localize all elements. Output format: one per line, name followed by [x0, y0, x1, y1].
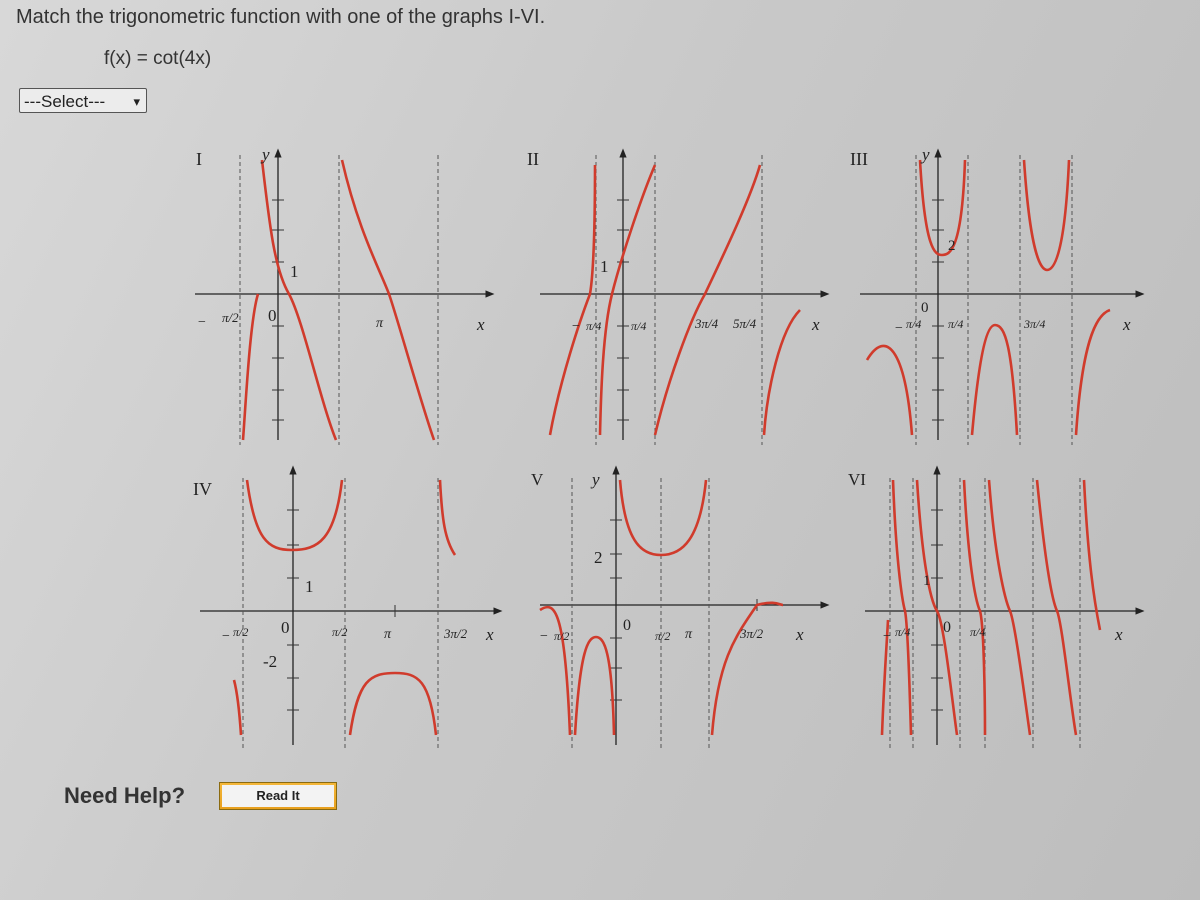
tick-label: 2	[594, 548, 603, 567]
graph-I[interactable]	[195, 145, 490, 445]
axis-label: x	[486, 625, 494, 644]
tick-label: π/2	[554, 629, 570, 643]
tick-label: π/4	[895, 625, 911, 639]
graph-VI[interactable]	[848, 470, 1140, 750]
graph-label: V	[531, 470, 544, 489]
curve-branch	[550, 165, 595, 435]
curve-branch	[575, 637, 614, 735]
y-ticks	[287, 510, 395, 710]
asymptotes	[572, 478, 709, 750]
curve-branch	[620, 480, 706, 555]
need-help-label: Need Help?	[64, 783, 186, 808]
asymptotes	[243, 478, 438, 750]
tick-label: −	[572, 319, 580, 334]
tick-label: 1	[290, 262, 299, 281]
tick-label: 0	[281, 618, 290, 637]
tick-label: 0	[268, 306, 277, 325]
tick-label: 0	[921, 300, 929, 316]
axis-label: y	[262, 145, 270, 164]
curve-branch	[1037, 480, 1076, 735]
tick-label: 1	[305, 577, 314, 596]
curve-branch	[867, 346, 912, 435]
tick-label: −	[895, 321, 903, 336]
curve-branch	[247, 480, 342, 550]
graph-III[interactable]	[850, 145, 1140, 445]
tick-label: 1	[923, 573, 931, 589]
curve-branch	[893, 480, 911, 735]
asymptotes	[240, 155, 438, 445]
tick-label: π/2	[332, 625, 348, 639]
tick-label: 1	[600, 257, 609, 276]
curve-branch	[920, 160, 965, 255]
graph-label: I	[196, 149, 202, 169]
curve-branch	[655, 165, 760, 435]
axis-label: y	[922, 145, 930, 164]
tick-label: 3π/2	[740, 626, 764, 641]
tick-label: −	[883, 629, 891, 644]
tick-label: π/4	[970, 625, 986, 639]
axis-label: x	[477, 315, 485, 334]
tick-label: π/4	[631, 319, 647, 333]
curve-branch	[989, 480, 1030, 735]
function-equation: = cot(4x)	[136, 48, 212, 69]
answer-select-value: ---Select---	[24, 92, 106, 111]
asymptotes	[596, 155, 762, 445]
tick-label: π/4	[906, 317, 922, 331]
tick-label: 5π/4	[733, 316, 757, 331]
tick-label: π/2	[222, 310, 239, 325]
function-name: f(x)	[104, 48, 132, 69]
read-it-label: Read It	[222, 785, 334, 807]
curve-branch	[243, 294, 258, 440]
tick-label: 2	[948, 238, 956, 254]
curve-branch	[262, 160, 336, 440]
tick-label: 3π/4	[1024, 317, 1046, 331]
tick-label: π/2	[233, 625, 249, 639]
tick-label: -2	[263, 652, 278, 671]
read-it-button[interactable]	[219, 782, 337, 810]
axis-label: y	[592, 470, 600, 489]
curve-branch	[342, 160, 434, 440]
curve-branch	[350, 673, 436, 735]
tick-label: π	[685, 627, 693, 642]
graph-II[interactable]	[527, 149, 825, 445]
tick-label: π/2	[655, 629, 671, 643]
curve-branch	[972, 325, 1017, 435]
tick-label: 0	[943, 619, 951, 636]
graph-label: VI	[848, 470, 866, 489]
axis-label: x	[1115, 625, 1123, 644]
curve-branch	[440, 480, 455, 555]
curve-branch	[764, 310, 800, 435]
axis-label: x	[812, 315, 820, 334]
curve-branch	[1024, 160, 1069, 270]
tick-label: −	[198, 315, 206, 330]
curve-branch	[600, 165, 655, 435]
curve	[243, 160, 434, 440]
curve-branch	[234, 680, 241, 735]
graph-V[interactable]	[531, 470, 825, 750]
graph-IV[interactable]	[193, 470, 498, 750]
curve	[882, 480, 1100, 735]
tick-label: −	[540, 629, 548, 644]
tick-label: 3π/2	[444, 626, 468, 641]
curve-branch	[1076, 310, 1110, 435]
question-text: Match the trigonometric function with one of the graphs I-VI.	[16, 6, 546, 28]
tick-label: π	[376, 316, 384, 331]
curve-branch	[540, 607, 570, 735]
graph-label: II	[527, 149, 539, 169]
tick-label: 0	[623, 617, 631, 634]
tick-label: π/4	[586, 319, 602, 333]
tick-label: π	[384, 627, 392, 642]
graph-label: IV	[193, 479, 212, 499]
tick-label: −	[222, 629, 230, 644]
curve-branch	[964, 480, 985, 735]
tick-label: 3π/4	[695, 316, 719, 331]
tick-label: π/4	[948, 317, 964, 331]
chevron-down-icon: ▾	[133, 94, 140, 109]
axis-label: x	[796, 625, 804, 644]
curve-branch	[1084, 480, 1100, 630]
curve	[867, 160, 1110, 435]
asymptotes	[916, 155, 1072, 445]
graph-label: III	[850, 149, 868, 169]
axis-label: x	[1123, 315, 1131, 334]
curve-branch	[712, 603, 783, 735]
